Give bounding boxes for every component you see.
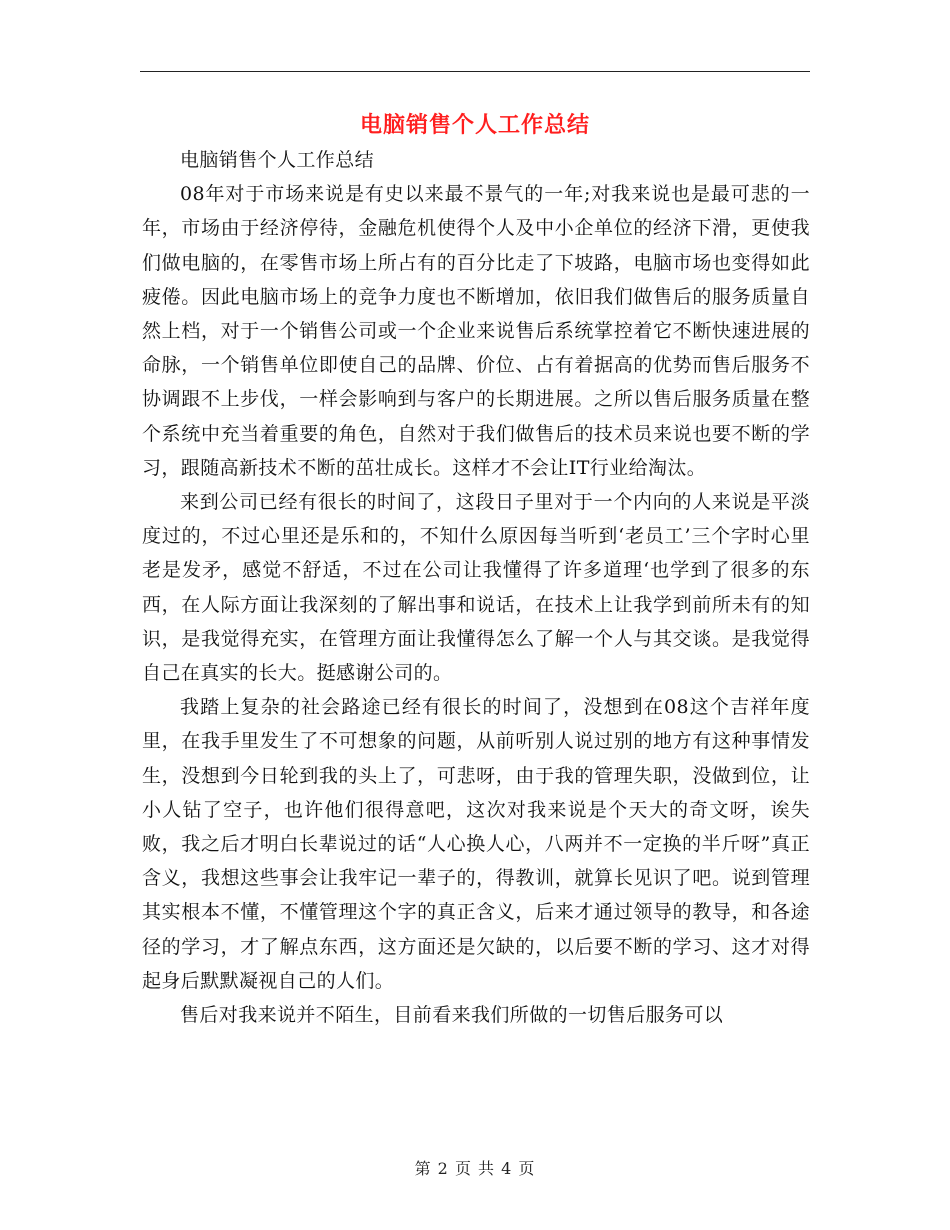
paragraph-subtitle: 电脑销售个人工作总结: [180, 149, 375, 171]
paragraph: 售后对我来说并不陌生，目前看来我们所做的一切售后服务可以: [180, 1004, 724, 1027]
header-rule: [140, 71, 810, 72]
paragraph: 来到公司已经有很长的时间了，这段日子里对于一个内向的人来说是平淡度过的，不过心里还是乐和的，不知什么原因每当听到‘老员工’三个字时心里老是发矛，感觉不舒适，不过在公司让我懂得了许多道理‘也学到了很多的东西，在人际方面让我深刻的了解出事和说话，在技术上让我学到前所未有的知识，是我觉得充实，在管理方面让我懂得怎么了解一个人与其交谈。是我觉得自己在真实的长大。挺感谢公司的。: [142, 491, 810, 685]
document-body: [142, 143, 810, 1032]
paragraph: 我踏上复杂的社会路途已经有很长的时间了，没想到在08这个吉祥年度里，在我手里发生了不可想象的问题，从前听别人说过别的地方有这种事情发生，没想到今日轮到我的头上了，可悲呀，由于我的管理失职，没做到位，让小人钻了空子，也许他们很得意吧，这次对我来说是个天大的奇文呀，诶失败，我之后才明白长辈说过的话“人心换人心，八两并不一定换的半斤呀”真正含义，我想这些事会让我牢记一辈子的，得教训，就算长见识了吧。说到管理其实根本不懂，不懂管理这个字的真正含义，后来才通过领导的教导，和各途径的学习，才了解点东西，这方面还是欠缺的，以后要不断的学习、这才对得起身后默默凝视自己的人们。: [142, 696, 810, 992]
page-footer: [0, 1156, 950, 1179]
document-title: 电脑销售个人工作总结: [359, 113, 590, 138]
paragraph: 08年对于市场来说是有史以来最不景气的一年;对我来说也是最可悲的一年，市场由于经济停待，金融危机使得个人及中小企单位的经济下滑，更使我们做电脑的，在零售市场上所占有的百分比走了下坡路，电脑市场也变得如此疲倦。因此电脑市场上的竞争力度也不断增加，依旧我们做售后的服务质量自然上档，对于一个销售公司或一个企业来说售后系统掌控着它不断快速进展的命脉，一个销售单位即使自己的品牌、价位、占有着据高的优势而售后服务不协调跟不上步伐，一样会影响到与客户的长期进展。之所以售后服务质量在整个系统中充当着重要的角色，自然对于我们做售后的技术员来说也要不断的学习，跟随高新技术不断的茁壮成长。这样才不会让IT行业给淘汰。: [142, 183, 810, 479]
page-number-label: 第 2 页 共 4 页: [414, 1159, 536, 1178]
